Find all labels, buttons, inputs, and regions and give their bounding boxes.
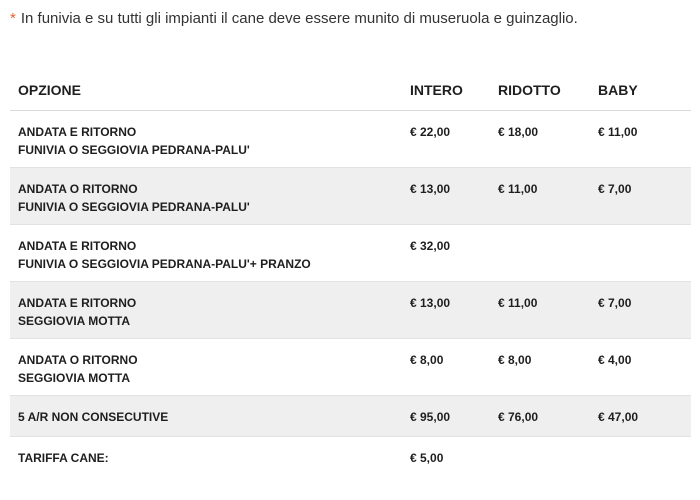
option-cell bbox=[10, 282, 402, 339]
table-row bbox=[10, 225, 691, 282]
table-row bbox=[10, 111, 691, 168]
option-cell bbox=[10, 396, 402, 437]
option-cell bbox=[10, 225, 402, 282]
price-ridotto: € 11,00 bbox=[490, 168, 590, 225]
price-baby: € 47,00 bbox=[590, 396, 691, 437]
option-line-2: SEGGIOVIA MOTTA bbox=[18, 371, 131, 385]
table-row bbox=[10, 437, 691, 478]
option-line-1: ANDATA O RITORNO bbox=[18, 353, 138, 367]
price-intero: € 95,00 bbox=[402, 396, 490, 437]
price-intero: € 32,00 bbox=[402, 225, 490, 282]
option-line-1: ANDATA E RITORNO bbox=[18, 125, 137, 139]
header-option: OPZIONE bbox=[10, 70, 402, 111]
table-header-row bbox=[10, 70, 691, 111]
header-ridotto: RIDOTTO bbox=[490, 70, 590, 111]
table-row bbox=[10, 396, 691, 437]
option-line-1: ANDATA E RITORNO bbox=[18, 296, 137, 310]
price-baby: € 11,00 bbox=[590, 111, 691, 168]
price-intero: € 8,00 bbox=[402, 339, 490, 396]
price-baby bbox=[590, 225, 691, 282]
price-baby bbox=[590, 437, 691, 478]
dog-rules-note bbox=[10, 9, 690, 29]
option-cell bbox=[10, 168, 402, 225]
note-asterisk: * bbox=[10, 10, 16, 27]
price-ridotto: € 76,00 bbox=[490, 396, 590, 437]
price-baby: € 4,00 bbox=[590, 339, 691, 396]
price-ridotto: € 18,00 bbox=[490, 111, 590, 168]
price-ridotto bbox=[490, 437, 590, 478]
header-baby: BABY bbox=[590, 70, 691, 111]
price-intero: € 22,00 bbox=[402, 111, 490, 168]
price-baby: € 7,00 bbox=[590, 282, 691, 339]
header-intero: INTERO bbox=[402, 70, 490, 111]
option-line-1: 5 A/R NON CONSECUTIVE bbox=[18, 410, 169, 424]
option-cell bbox=[10, 111, 402, 168]
price-intero: € 5,00 bbox=[410, 451, 444, 465]
table-row bbox=[10, 168, 691, 225]
price-intero: € 13,00 bbox=[402, 168, 490, 225]
table-row bbox=[10, 282, 691, 339]
price-intero: € 13,00 bbox=[402, 282, 490, 339]
option-line-2: FUNIVIA O SEGGIOVIA PEDRANA-PALU' bbox=[18, 200, 250, 214]
option-cell bbox=[10, 339, 402, 396]
option-line-2: SEGGIOVIA MOTTA bbox=[18, 314, 131, 328]
option-line-2: FUNIVIA O SEGGIOVIA PEDRANA-PALU'+ PRANZO bbox=[18, 257, 311, 271]
price-ridotto: € 8,00 bbox=[490, 339, 590, 396]
option-cell bbox=[10, 437, 402, 478]
price-ridotto: € 11,00 bbox=[490, 282, 590, 339]
price-ridotto bbox=[490, 225, 590, 282]
option-line-1: ANDATA O RITORNO bbox=[18, 182, 138, 196]
option-line-1: TARIFFA CANE: bbox=[18, 451, 109, 465]
option-line-1: ANDATA E RITORNO bbox=[18, 239, 137, 253]
note-text: In funivia e su tutti gli impianti il cane deve essere munito di museruola e guinzaglio. bbox=[20, 10, 578, 27]
table-row bbox=[10, 339, 691, 396]
price-baby: € 7,00 bbox=[590, 168, 691, 225]
option-line-2: FUNIVIA O SEGGIOVIA PEDRANA-PALU' bbox=[18, 143, 250, 157]
price-table bbox=[10, 70, 691, 477]
